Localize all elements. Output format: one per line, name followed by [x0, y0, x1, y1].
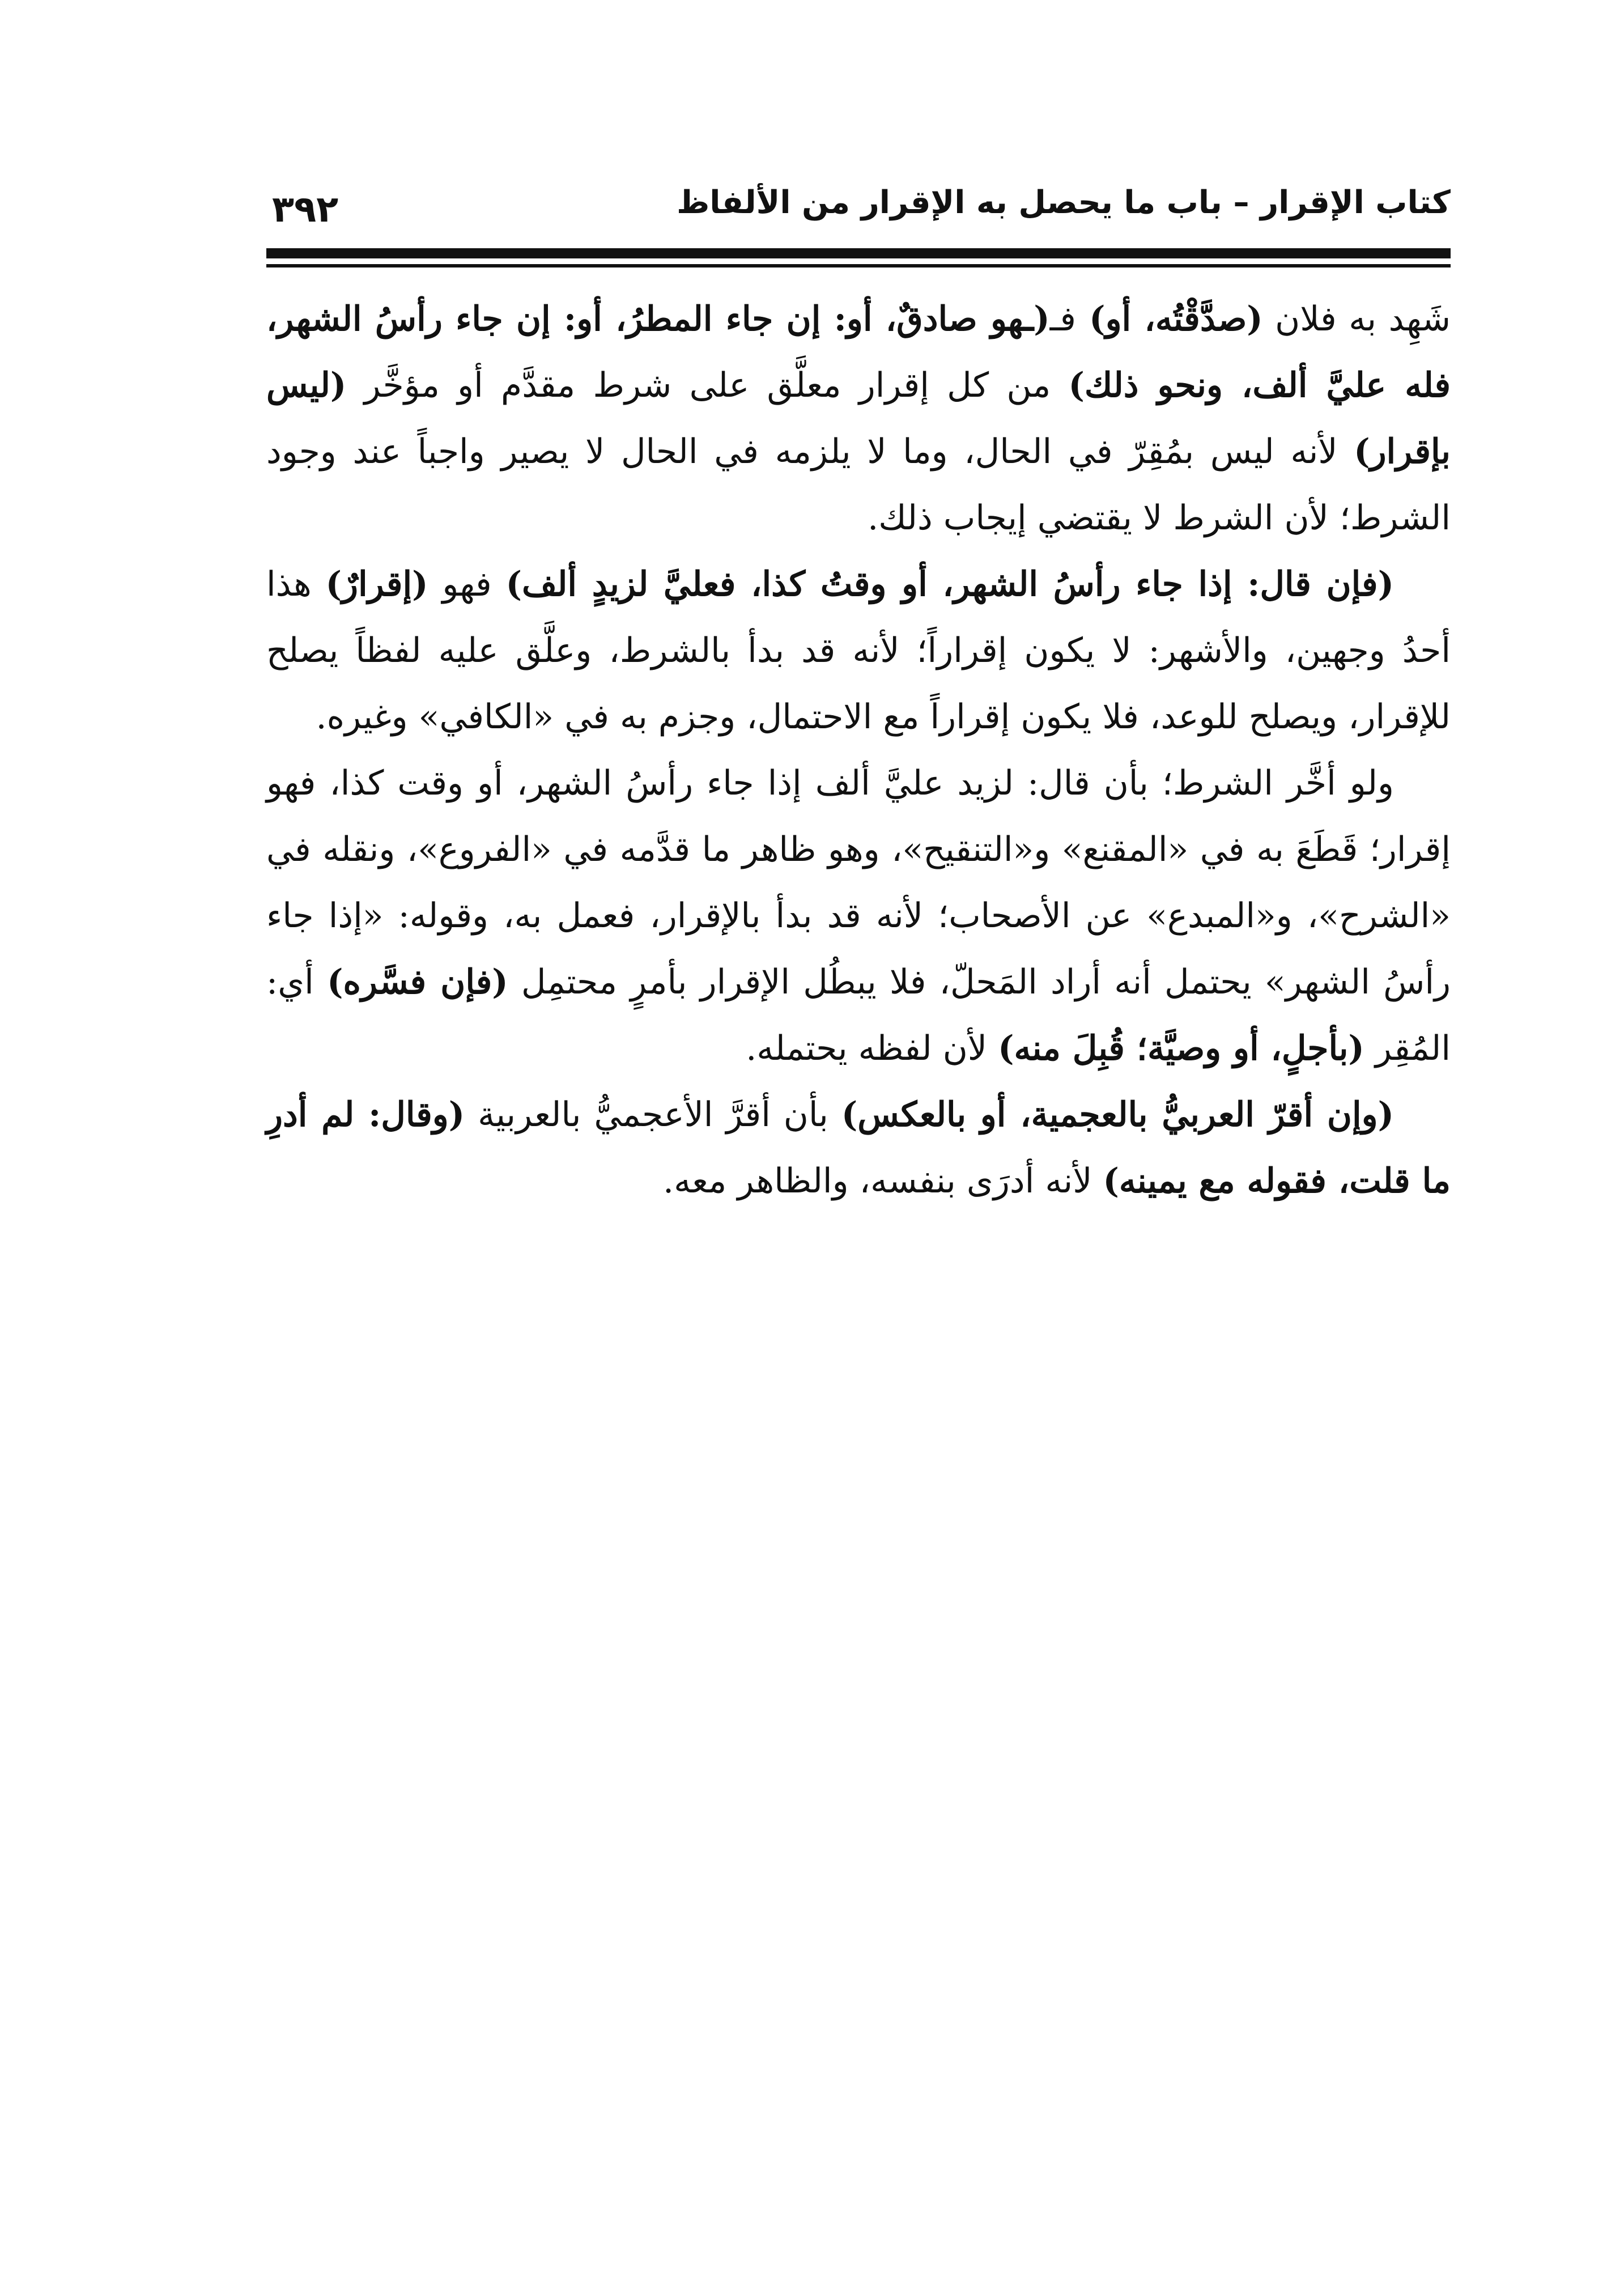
- matn-text-bold: (فإن فسَّره): [327, 962, 508, 1002]
- body-text: [266, 286, 1451, 1215]
- commentary-text: لأنه أدرَى بنفسه، والظاهر معه.: [663, 1161, 1103, 1201]
- commentary-text: هذا أحدُ وجهين، والأشهر: لا يكون إقراراً؛ لأنه قد بدأ بالشرط، وعلَّق عليه لفظاً يصلح للإقرار، ويصلح للوعد، فلا يكون إقراراً مع الاحتمال، وجزم به في «الكافي» وغيره.: [266, 564, 1451, 737]
- matn-text-bold: (إقرارٌ): [325, 564, 428, 604]
- commentary-text: شَهِد به فلان: [1262, 299, 1451, 339]
- commentary-text: ولو أخَّر الشرط؛ بأن قال: لزيد عليَّ ألف إذا جاء رأسُ الشهر، أو وقت كذا، فهو إقرار؛ قَطَعَ به في «المقنع» و«التنقيح»، وهو ظاهر ما قدَّمه في «الفروع»، ونقله في «الشرح»، و«المبدع» عن الأصحاب؛ لأنه قد بدأ بالإقرار، فعمل به، وقوله: «إذا جاء رأسُ الشهر» يحتمل أنه أراد المَحلّ، فلا يبطُل الإقرار بأمرٍ محتمِل: [266, 763, 1451, 1002]
- paragraph: [266, 750, 1451, 1082]
- matn-text-bold: (ليس بإقرار): [266, 366, 1451, 472]
- commentary-text: أي: المُقِر: [266, 962, 1451, 1068]
- matn-text-bold: (ـهو صادقٌ، أو: إن جاء المطرُ، أو: إن جاء رأسُ الشهر، فله عليَّ ألف، ونحو ذلك): [266, 299, 1451, 405]
- matn-text-bold: (صدَّقْتُه، أو): [1075, 299, 1263, 339]
- header-title: كتاب الإقرار – باب ما يحصل به الإقرار من الألفاظ: [677, 184, 1451, 221]
- commentary-text: فـ: [1049, 299, 1076, 339]
- header-rule-thin: [266, 264, 1451, 267]
- paragraph: [266, 1082, 1451, 1215]
- header-rule-thick: [266, 248, 1451, 258]
- matn-text-bold: (وإن أقرّ العربيُّ بالعجمية، أو بالعكس): [841, 1095, 1395, 1135]
- paragraph: [266, 286, 1451, 551]
- commentary-text: لأن لفظه يحتمله.: [746, 1029, 998, 1068]
- matn-text-bold: (بأجلٍ، أو وصيَّة؛ قُبِلَ منه): [998, 1029, 1364, 1068]
- paragraph: [266, 551, 1451, 750]
- commentary-text: من كل إقرار معلَّق على شرط مقدَّم أو مؤخَّر: [346, 366, 1069, 405]
- matn-text-bold: (وقال: لم أدرِ ما قلت، فقوله مع يمينه): [266, 1095, 1451, 1201]
- page-number: ٣٩٢: [272, 189, 339, 231]
- commentary-text: لأنه ليس بمُقِرّ في الحال، وما لا يلزمه في الحال لا يصير واجباً عند وجود الشرط؛ لأن الشرط لا يقتضي إيجاب ذلك.: [266, 432, 1451, 538]
- running-header: [266, 170, 1451, 238]
- commentary-text: فهو: [428, 564, 506, 604]
- matn-text-bold: (فإن قال: إذا جاء رأسُ الشهر، أو وقتُ كذا، فعليَّ لزيدٍ ألف): [505, 564, 1394, 604]
- commentary-text: بأن أقرَّ الأعجميُّ بالعربية: [465, 1095, 841, 1135]
